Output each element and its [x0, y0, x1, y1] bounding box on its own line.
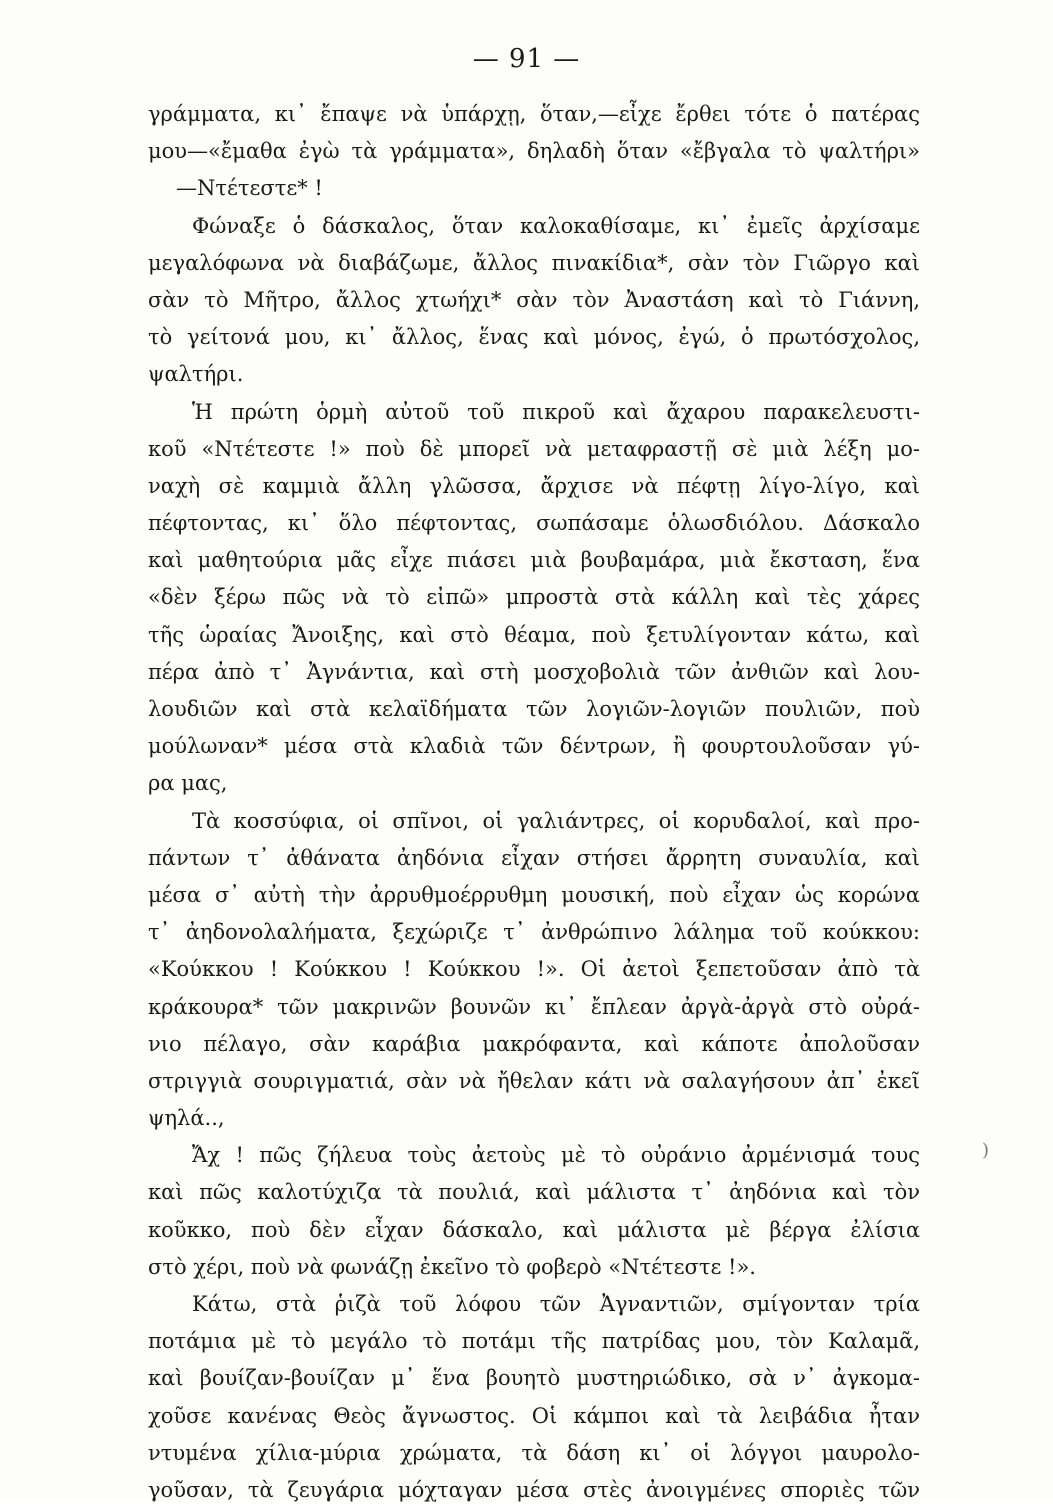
text-line: λουδιῶν καὶ στὰ κελαϊδήματα τῶν λογιῶν-λογιῶν πουλιῶν, ποὺ — [148, 697, 920, 721]
text-line: κοῦ «Ντέτεστε !» ποὺ δὲ μπορεῖ νὰ μεταφραστῇ σὲ μιὰ λέξη μο- — [148, 436, 920, 461]
text-line: γράμματα, κι᾽ ἔπαψε νὰ ὑπάρχῃ, ὅταν,—εἶχε ἔρθει τότε ὁ πατέρας — [148, 102, 920, 126]
text-line: νιο πέλαγο, σὰν καράβια μακρόφαντα, καὶ κάποτε ἀπολοῦσαν — [148, 1031, 920, 1056]
text-line: τ᾽ ἀηδονολαλήματα, ξεχώριζε τ᾽ ἀνθρώπινο λάλημα τοῦ κούκκου: — [148, 920, 920, 945]
text-line: Ἄχ ! πῶς ζήλευα τοὺς ἀετοὺς μὲ τὸ οὐράνιο ἀρμένισμά τους — [192, 1143, 920, 1168]
text-line: τῆς ὡραίας Ἄνοιξης, καὶ στὸ θέαμα, ποὺ ξετυλίγονταν κάτω, καὶ — [148, 622, 920, 647]
text-line: Ἡ πρώτη ὁρμὴ αὐτοῦ τοῦ πικροῦ καὶ ἄχαρου παρακελευστι- — [192, 399, 920, 424]
text-line: κράκουρα* τῶν μακρινῶν βουνῶν κι᾽ ἔπλεαν ἀργὰ-ἀργὰ στὸ οὐρά- — [148, 994, 920, 1019]
text-line: ποτάμια μὲ τὸ μεγάλο τὸ ποτάμι τῆς πατρίδας μου, τὸν Καλαμᾶ, — [148, 1329, 920, 1354]
text-line: μου—«ἔμαθα ἐγὼ τὰ γράμματα», δηλαδὴ ὅταν «ἔβγαλα τὸ ψαλτήρι» — [148, 139, 920, 164]
text-line: —Ντέτεστε* ! — [176, 176, 323, 201]
text-line: χοῦσε κανένας Θεὸς ἄγνωστος. Οἱ κάμποι καὶ τὰ λειβάδια ἦταν — [148, 1403, 920, 1428]
text-line: γοῦσαν, τὰ ζευγάρια μόχταγαν μέσα στὲς ἀνοιγμένες σποριὲς τῶν — [148, 1477, 920, 1502]
text-line: Κάτω, στὰ ῥιζὰ τοῦ λόφου τῶν Ἀγναντιῶν, σμίγονταν τρία — [192, 1292, 920, 1316]
text-line: τὸ γείτονά μου, κι᾽ ἄλλος, ἕνας καὶ μόνος, ἐγώ, ὁ πρωτόσχολος, — [148, 325, 920, 350]
text-line: καὶ πῶς καλοτύχιζα τὰ πουλιά, καὶ μάλιστα τ᾽ ἀηδόνια καὶ τὸν — [148, 1180, 920, 1205]
text-line: πάντων τ᾽ ἀθάνατα ἀηδόνια εἶχαν στήσει ἄρρητη συναυλία, καὶ — [148, 845, 920, 870]
text-line: πέρα ἀπὸ τ᾽ Ἀγνάντια, καὶ στὴ μοσχοβολιὰ τῶν ἀνθιῶν καὶ λου- — [148, 659, 920, 684]
text-line: πέφτοντας, κι᾽ ὅλο πέφτοντας, σωπάσαμε ὁλωσδιόλου. Δάσκαλο — [148, 511, 920, 536]
text-line: στριγγιὰ σουριγματιά, σὰν νὰ ἤθελαν κάτι νὰ σαλαγήσουν ἀπ᾽ ἐκεῖ — [148, 1068, 920, 1093]
text-line: σὰν τὸ Μῆτρο, ἄλλος χτωήχι* σὰν τὸν Ἀναστάση καὶ τὸ Γιάννη, — [148, 287, 920, 312]
text-line: μέσα σ᾽ αὐτὴ τὴν ἀρρυθμοέρρυθμη μουσική, ποὺ εἶχαν ὡς κορώνα — [148, 882, 920, 907]
text-line: μεγαλόφωνα νὰ διαβάζωμε, ἄλλος πινακίδια*, σὰν τὸν Γιῶργο καὶ — [148, 250, 920, 275]
text-line: ντυμένα χίλια-μύρια χρώματα, τὰ δάση κι᾽ οἱ λόγγοι μαυρολο- — [148, 1440, 920, 1465]
text-line: ψαλτήρι. — [148, 362, 244, 387]
text-line: Φώναξε ὁ δάσκαλος, ὅταν καλοκαθίσαμε, κι᾽ ἐμεῖς ἀρχίσαμε — [192, 213, 920, 238]
text-line: μούλωναν* μέσα στὰ κλαδιὰ τῶν δέντρων, ἢ φουρτουλοῦσαν γύ- — [148, 734, 920, 759]
body-text — [148, 96, 920, 1509]
text-line: Τὰ κοσσύφια, οἱ σπῖνοι, οἱ γαλιάντρες, οἱ κορυδαλοί, καὶ προ- — [192, 808, 920, 833]
text-line: κοῦκκο, ποὺ δὲν εἶχαν δάσκαλο, καὶ μάλιστα μὲ βέργα ἐλίσια — [148, 1217, 920, 1242]
margin-mark: ) — [982, 1140, 990, 1161]
text-line: «Κούκκου ! Κούκκου ! Κούκκου !». Οἱ ἀετοὶ ξεπετοῦσαν ἀπὸ τὰ — [148, 957, 920, 982]
text-line: στὸ χέρι, ποὺ νὰ φωνάζῃ ἐκεῖνο τὸ φοβερὸ «Ντέτεστε !». — [148, 1254, 756, 1279]
text-line: ψηλά.., — [148, 1106, 225, 1131]
text-line: «δὲν ξέρω πῶς νὰ τὸ εἰπῶ» μπροστὰ στὰ κάλλη καὶ τὲς χάρες — [148, 585, 920, 610]
text-line: ναχὴ σὲ καμμιὰ ἄλλη γλῶσσα, ἄρχισε νὰ πέφτῃ λίγο-λίγο, καὶ — [148, 473, 920, 498]
text-line: καὶ βουίζαν-βουίζαν μ᾽ ἕνα βουητὸ μυστηριώδικο, σὰ ν᾽ ἀγκομα- — [148, 1366, 920, 1391]
text-line: ρα μας, — [148, 771, 228, 796]
text-line: καὶ μαθητούρια μᾶς εἶχε πιάσει μιὰ βουβαμάρα, μιὰ ἔκσταση, ἕνα — [148, 548, 920, 573]
page-number: — 91 — — [472, 44, 581, 74]
